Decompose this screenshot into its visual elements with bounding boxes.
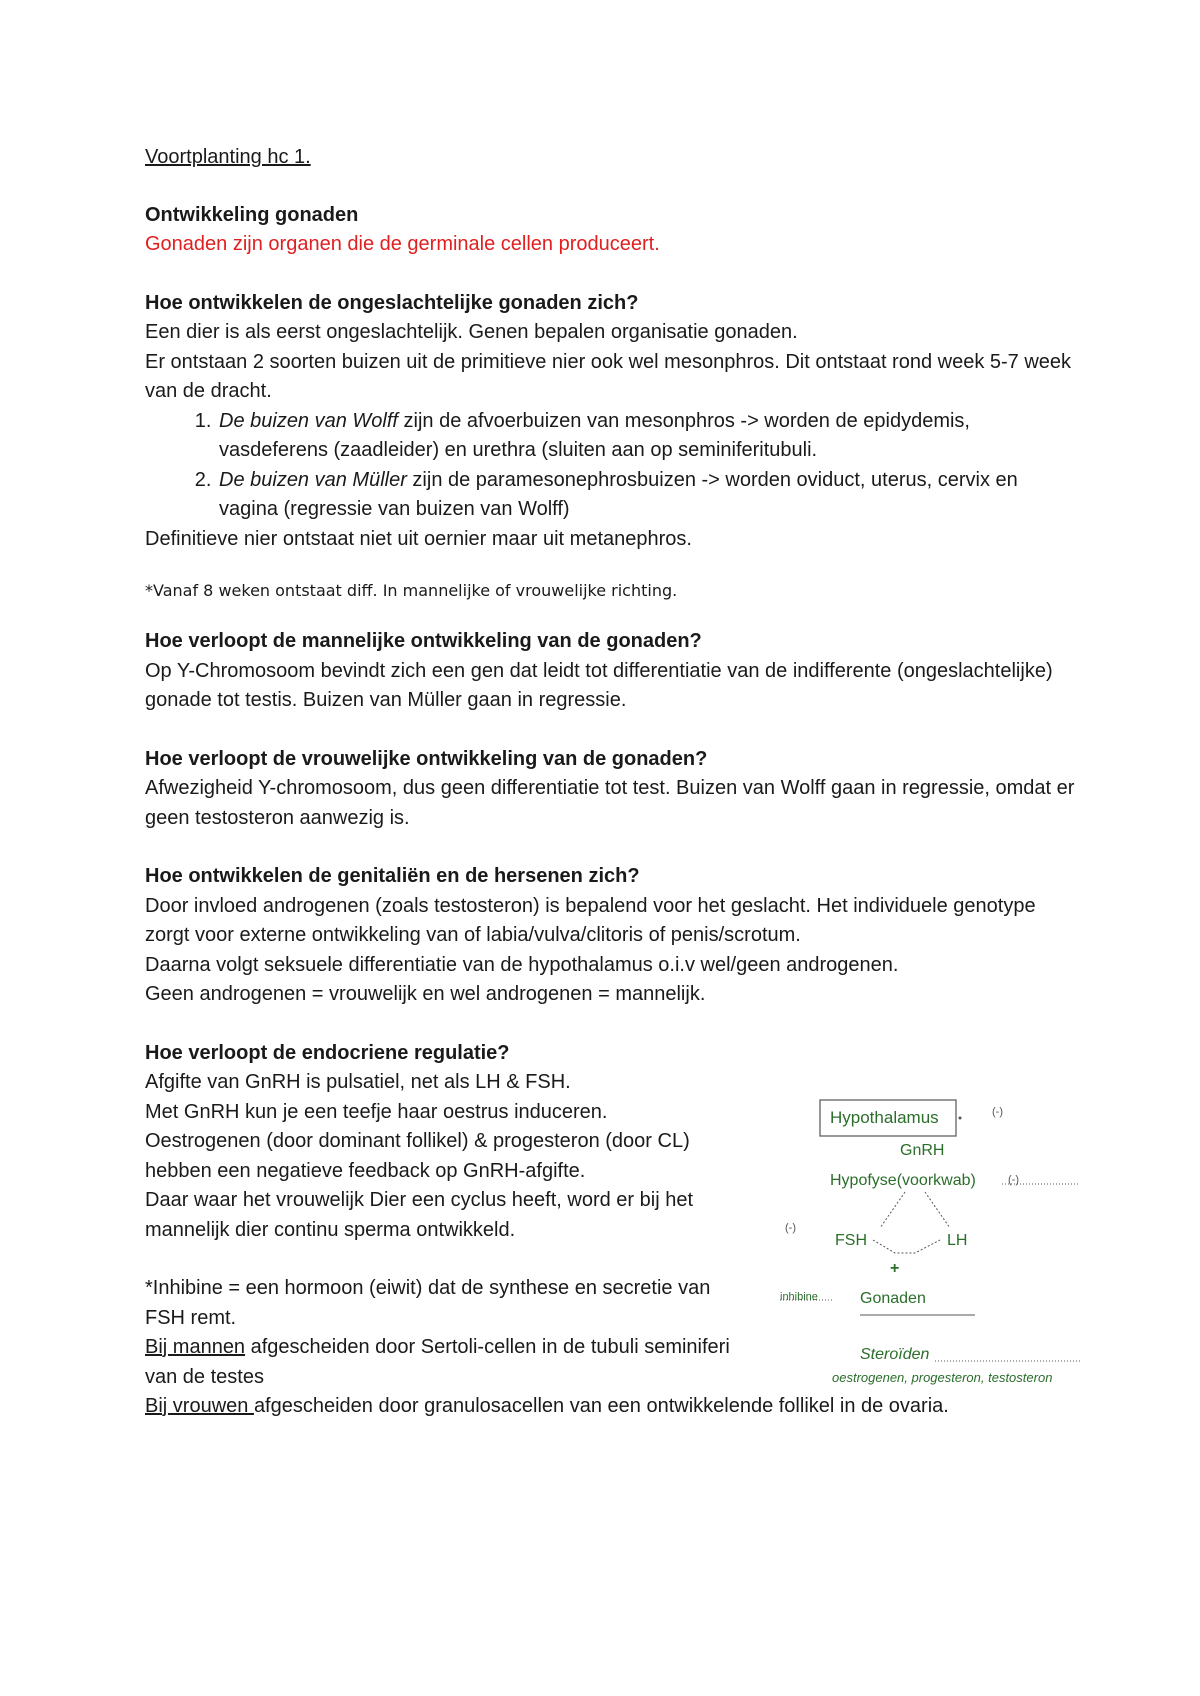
- heading-endocriene-regulatie: Hoe verloopt de endocriene regulatie?: [145, 1041, 510, 1064]
- paragraph: Daarna volgt seksuele differentiatie van de hypothalamus o.i.v wel/geen androgenen.: [145, 953, 899, 976]
- heading-ontwikkeling-gonaden: Ontwikkeling gonaden: [145, 203, 359, 226]
- list-item-term: De buizen van Müller: [219, 468, 407, 491]
- minus-sign-fsh: (-): [785, 1222, 796, 1234]
- paragraph: Door invloed androgenen (zoals testosteron) is bepalend voor het geslacht. Het individuele genotype zorgt voor externe ontwikkeling van of labia/vulva/clitoris of penis/scrotum.: [145, 894, 1036, 946]
- minus-sign-hypofyse: (-): [1008, 1174, 1019, 1186]
- paragraph: Definitieve nier ontstaat niet uit oernier maar uit metanephros.: [145, 527, 692, 550]
- minus-sign-hypothalamus: (-): [992, 1106, 1003, 1118]
- paragraph: [145, 1333, 745, 1392]
- paragraph: Daar waar het vrouwelijk Dier een cyclus heeft, word er bij het mannelijk dier continu sperma ontwikkeld.: [145, 1189, 694, 1241]
- label-steroid-list: oestrogenen, progesteron, testosteron: [832, 1370, 1053, 1385]
- heading-vrouwelijke-ontwikkeling: Hoe verloopt de vrouwelijke ontwikkeling van de gonaden?: [145, 747, 708, 770]
- label-hypothalamus: Hypothalamus: [830, 1108, 939, 1127]
- arrow-to-lh: [925, 1192, 950, 1228]
- paragraph: *Inhibine = een hormoon (eiwit) dat de synthese en secretie van FSH remt.: [145, 1277, 711, 1329]
- label-hypofyse: Hypofyse(voorkwab): [830, 1172, 976, 1189]
- page-title: Voortplanting hc 1.: [145, 146, 311, 168]
- label-mannen: Bij mannen: [145, 1336, 246, 1358]
- paragraph: [145, 1392, 1080, 1422]
- feedback-dot: [959, 1117, 962, 1120]
- label-lh: LH: [947, 1232, 968, 1249]
- paragraph: Een dier is als eerst ongeslachtelijk. Genen bepalen organisatie gonaden.: [145, 321, 798, 343]
- heading-mannelijke-ontwikkeling: Hoe verloopt de mannelijke ontwikkeling van de gonaden?: [145, 630, 702, 652]
- paragraph: Afgifte van GnRH is pulsatiel, net als LH & FSH.: [145, 1071, 571, 1093]
- label-gonaden: Gonaden: [860, 1290, 926, 1307]
- text-vrouwen: afgescheiden door granulosacellen van een ontwikkelende follikel in de ovaria.: [253, 1395, 949, 1417]
- label-gnrh: GnRH: [900, 1142, 945, 1159]
- list-item-text: zijn de paramesonephrosbuizen -> worden oviduct, uterus, cervix en vagina (regressie van buizen van Wolff): [219, 468, 1018, 520]
- plus-sign: +: [890, 1260, 900, 1277]
- paragraph: Met GnRH kun je een teefje haar oestrus induceren.: [145, 1100, 608, 1123]
- footnote: *Vanaf 8 weken ontstaat diff. In mannelijke of vrouwelijke richting.: [145, 581, 678, 600]
- paragraph: Afwezigheid Y-chromosoom, dus geen differentiatie tot test. Buizen van Wolff gaan in regressie, omdat er geen testosteron aanwezig is.: [145, 777, 1075, 829]
- paragraph: Er ontstaan 2 soorten buizen uit de primitieve nier ook wel mesonphros. Dit ontstaat rond week 5-7 week van de dracht.: [145, 350, 1072, 402]
- list-item: [217, 466, 1080, 525]
- text-mannen: afgescheiden door Sertoli-cellen in de tubuli seminiferi van de testes: [145, 1336, 730, 1388]
- label-fsh: FSH: [835, 1232, 867, 1249]
- arrow-to-fsh: [880, 1192, 905, 1228]
- heading-genitalien-hersenen: Hoe ontwikkelen de genitaliën en de hersenen zich?: [145, 865, 640, 887]
- paragraph: Geen androgenen = vrouwelijk en wel androgenen = mannelijk.: [145, 983, 706, 1005]
- paragraph: Oestrogenen (door dominant follikel) & progesteron (door CL) hebben een negatieve feedback op GnRH-afgifte.: [145, 1130, 690, 1182]
- heading-ongeslachtelijke-gonaden: Hoe ontwikkelen de ongeslachtelijke gonaden zich?: [145, 291, 639, 314]
- label-vrouwen: Bij vrouwen: [145, 1395, 254, 1417]
- paragraph: Op Y-Chromosoom bevindt zich een gen dat leidt tot differentiatie van de indifferente (ongeslachtelijke) gonade tot testis. Buizen van Müller gaan in regressie.: [145, 659, 1053, 711]
- list-item-text: zijn de afvoerbuizen van mesonphros -> worden de epidydemis, vasdeferens (zaadleider) en urethra (sluiten aan op seminiferitubuli.: [219, 409, 970, 461]
- numbered-list: [145, 407, 1080, 525]
- label-steroiden: Steroïden: [860, 1346, 930, 1363]
- definition-gonaden: Gonaden zijn organen die de germinale cellen produceert.: [145, 233, 660, 255]
- label-inhibine: inhibine: [780, 1291, 818, 1303]
- list-item: [217, 407, 1080, 466]
- converge-lines: [873, 1240, 940, 1253]
- hormone-regulation-diagram: [780, 1090, 1120, 1390]
- list-item-term: De buizen van Wolff: [219, 409, 398, 432]
